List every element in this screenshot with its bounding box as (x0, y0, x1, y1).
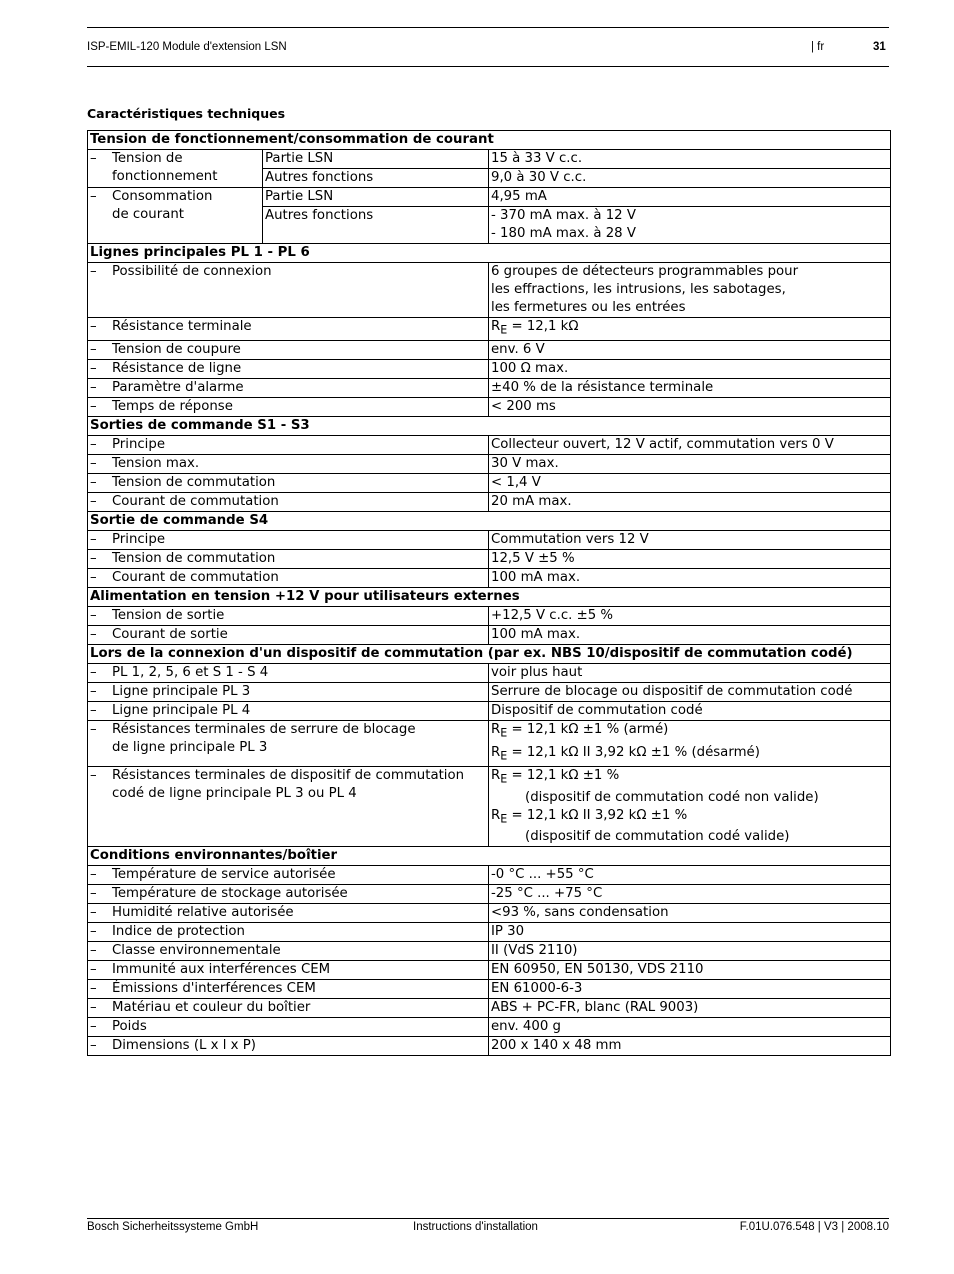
table-row: – Humidité relative autorisée <93 %, sans condensation (88, 904, 891, 923)
table-row: – Immunité aux interférences CEM EN 60950, EN 50130, VDS 2110 (88, 961, 891, 980)
table-row: – Possibilité de connexion 6 groupes de détecteurs programmables pour les effractions, les intrusions, les sabotages, les fermetures ou les entrées (88, 263, 891, 318)
table-row: – Résistances terminales de serrure de blocage de ligne principale PL 3 $R_E = 12,1$ kΩ ±1 % (armé) $R_E = 12,1$ kΩ II 3,92 kΩ ±1 % (désarmé) (88, 720, 891, 766)
footer-doc-ref: F.01U.076.548 | V3 | 2008.10 (739, 1221, 889, 1233)
table-row: – Tension de commutation < 1,4 V (88, 473, 891, 492)
table-row: – Paramètre d'alarme ±40 % de la résistance terminale (88, 378, 891, 397)
header-rule-top (87, 27, 889, 28)
table-row: – Ligne principale PL 4 Dispositif de commutation codé (88, 701, 891, 720)
table-row: – Tension de fonctionnement Partie LSN 15 à 33 V c.c. (88, 150, 891, 169)
table-row: – Résistance de ligne 100 Ω max. (88, 359, 891, 378)
table-row: – Température de stockage autorisée -25 °C ... +75 °C (88, 885, 891, 904)
table-row: – Principe Collecteur ouvert, 12 V actif, commutation vers 0 V (88, 435, 891, 454)
table-row: – Temps de réponse < 200 ms (88, 397, 891, 416)
footer-doc-type: Instructions d'installation (413, 1221, 538, 1233)
section-title: Caractéristiques techniques (87, 106, 286, 121)
table-row: – PL 1, 2, 5, 6 et S 1 - S 4 voir plus haut (88, 663, 891, 682)
table-row: – Ligne principale PL 3 Serrure de blocage ou dispositif de commutation codé (88, 682, 891, 701)
table-row: – Indice de protection IP 30 (88, 923, 891, 942)
table-row: – Tension de sortie +12,5 V c.c. ±5 % (88, 606, 891, 625)
table-row: – Émissions d'interférences CEM EN 61000-6-3 (88, 980, 891, 999)
table-row: – Consommation de courant Partie LSN 4,95 mA (88, 188, 891, 207)
section-row: Lors de la connexion d'un dispositif de commutation (par ex. NBS 10/dispositif de commutation codé) (88, 644, 891, 663)
table-row: – Température de service autorisée -0 °C ... +55 °C (88, 866, 891, 885)
spec-table (87, 130, 891, 1056)
section-row: Tension de fonctionnement/consommation de courant (88, 131, 891, 150)
table-row: – Poids env. 400 g (88, 1018, 891, 1037)
table-row: Autres fonctions - 370 mA max. à 12 V - 180 mA max. à 28 V (88, 207, 891, 244)
table-row: – Courant de commutation 100 mA max. (88, 568, 891, 587)
table-row: – Résistances terminales de dispositif de commutation codé de ligne principale PL 3 ou PL 4 $R_E = 12,1$ kΩ ±1 % (dispositif de commutation codé non valide) $R_E = 12,1$ kΩ II 3,92 kΩ ±1 % (dispositif de commutation codé valide) (88, 766, 891, 846)
table-row: – Tension max. 30 V max. (88, 454, 891, 473)
table-row: – Classe environnementale II (VdS 2110) (88, 942, 891, 961)
table-row: – Courant de sortie 100 mA max. (88, 625, 891, 644)
section-row: Alimentation en tension +12 V pour utilisateurs externes (88, 587, 891, 606)
section-row: Sortie de commande S4 (88, 511, 891, 530)
footer-company: Bosch Sicherheitssysteme GmbH (87, 1221, 259, 1233)
table-row: – Résistance terminale $R_E = 12,1$ kΩ (88, 318, 891, 341)
table-row: – Principe Commutation vers 12 V (88, 530, 891, 549)
footer-rule (87, 1218, 889, 1219)
section-row: Lignes principales PL 1 - PL 6 (88, 244, 891, 263)
table-row: – Tension de commutation 12,5 V ±5 % (88, 549, 891, 568)
header-lang: | fr (811, 41, 825, 53)
table-row: – Matériau et couleur du boîtier ABS + PC-FR, blanc (RAL 9003) (88, 999, 891, 1018)
header-rule-bottom (87, 66, 889, 67)
table-row: – Tension de coupure env. 6 V (88, 340, 891, 359)
page-number: 31 (873, 41, 886, 53)
table-row: – Dimensions (L x l x P) 200 x 140 x 48 mm (88, 1037, 891, 1056)
table-row: – Courant de commutation 20 mA max. (88, 492, 891, 511)
table-row: Autres fonctions 9,0 à 30 V c.c. (88, 169, 891, 188)
section-row: Sorties de commande S1 - S3 (88, 416, 891, 435)
header-title: ISP-EMIL-120 Module d'extension LSN (87, 41, 287, 53)
section-row: Conditions environnantes/boîtier (88, 847, 891, 866)
